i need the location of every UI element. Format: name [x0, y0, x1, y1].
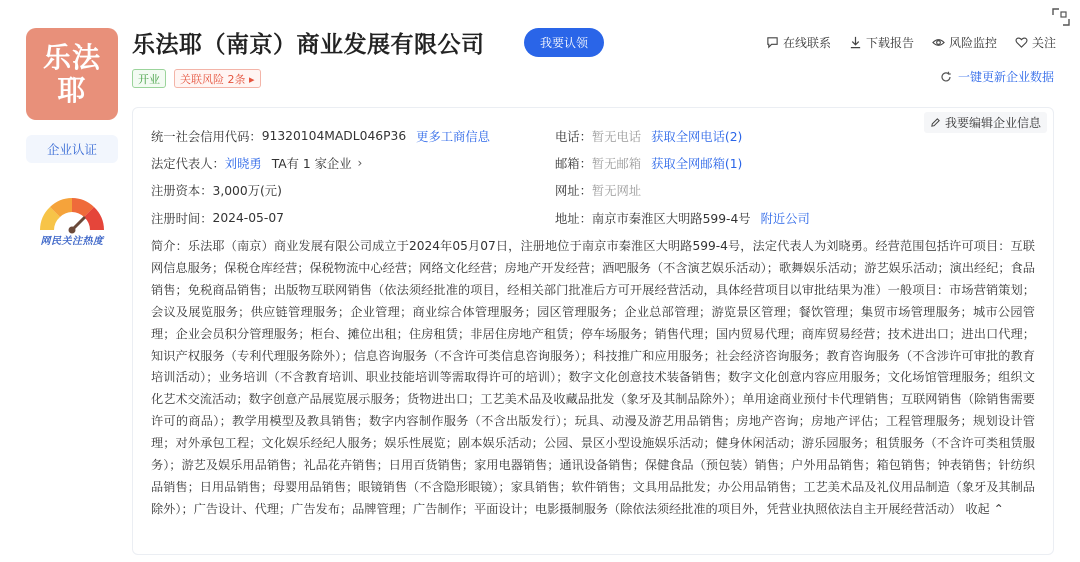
refresh-icon [940, 71, 952, 83]
online-contact-action[interactable] [766, 34, 831, 51]
chevron-right-icon: › [357, 156, 363, 170]
legal-rep-row [151, 154, 362, 172]
collapse-toggle[interactable]: 收起 ⌃ [965, 501, 1004, 516]
legal-rep-link[interactable]: 刘晓勇 [224, 157, 262, 171]
address-row [555, 209, 810, 227]
edit-info-label: 我要编辑企业信息 [944, 116, 1041, 130]
info-panel [132, 107, 1054, 555]
download-report-label: 下载报告 [865, 36, 914, 50]
company-logo [26, 28, 118, 120]
heart-icon [1015, 36, 1028, 49]
enterprise-certification-button[interactable]: 企业认证 [26, 135, 118, 163]
claim-button[interactable]: 我要认领 [524, 28, 604, 57]
capital-value: 3,000万(元) [212, 184, 282, 198]
company-intro [151, 236, 1035, 521]
capital-row [151, 181, 282, 199]
chat-icon [766, 36, 779, 49]
logo-text-line1: 乐法 [42, 41, 101, 74]
get-phone-link[interactable]: 获取全网电话(2) [651, 130, 743, 144]
credit-code-row [151, 127, 490, 145]
reg-date-label: 注册时间： [151, 212, 213, 226]
legal-rep-label: 法定代表人： [151, 157, 225, 171]
phone-value: 暂无电话 [591, 130, 642, 144]
capital-label: 注册资本： [151, 184, 213, 198]
pencil-icon [930, 117, 941, 128]
follow-label: 关注 [1031, 36, 1056, 50]
update-data-label: 一键更新企业数据 [957, 70, 1054, 84]
more-business-info-link[interactable]: 更多工商信息 [416, 130, 490, 144]
related-risk-badge[interactable]: 关联风险 2条 ▸ [174, 69, 261, 88]
get-email-link[interactable]: 获取全网邮箱(1) [651, 157, 743, 171]
risk-monitor-label: 风险监控 [948, 36, 997, 50]
heat-label: 网民关注热度 [40, 236, 104, 247]
download-icon [849, 36, 862, 49]
website-row [555, 181, 641, 199]
eye-icon [932, 36, 945, 49]
address-label: 地址： [555, 212, 592, 226]
email-value: 暂无邮箱 [591, 157, 642, 171]
intro-text: 简介：乐法耶（南京）商业发展有限公司成立于2024年05月07日，注册地位于南京市秦淮区大明路599-4号，法定代表人为刘晓勇。经营范围包括许可项目：互联网信息服务；保税仓库经营；保税物流中心经营；网络文化经营；房地产开发经营；酒吧服务（不含演艺娱乐活动）；歌舞娱乐活动；游艺娱乐活动；演出经纪；食品销售；免税商品销售；出版物互联网销售（依法须经批准的项目，经相关部门批准后方可开展经营活动，具体经营项目以审批结果为准）一般项目：市场营销策划；会议及展览服务；供应链管理服务；企业管理；商业综合体管理服务；园区管理服务；企业总部管理；游览景区管理；餐饮管理；集贸市场管理服务；城市公园管理；企业会员积分管理服务；柜台、摊位出租；住房租赁；非居住房地产租赁；停车场服务；销售代理；国内贸易代理；商库贸易经营；技术进出口；进出口代理；知识产权服务（专利代理服务除外）；信息咨询服务（不含许可类信息咨询服务）；科技推广和应用服务；社会经济咨询服务；教育咨询服务（不含涉许可审批的教育培训活动）；业务培训（不含教育培训、职业技能培训等需取得许可的培训）；数字文化创意技术装备销售；数字文化创意内容应用服务；文化场馆管理服务；组织文化艺术交流活动；数字创意产品展览展示服务；货物进出口；工艺美术品及收藏品批发（象牙及其制品除外）；单用途商业预付卡代理销售；互联网销售（除销售需要许可的商品）；教学用模型及教具销售；数字内容制作服务（不含出版发行）；玩具、动漫及游艺用品销售；房地产咨询；房地产评估；工程管理服务；规划设计管理；对外承包工程；文化娱乐经纪人服务；娱乐性展览；剧本娱乐活动；公园、景区小型设施娱乐活动；健身休闲活动；游乐园服务；租赁服务（不含许可类租赁服务）；游艺及娱乐用品销售；礼品花卉销售；日用百货销售；家用电器销售；通讯设备销售；保健食品（预包装）销售；户外用品销售；箱包销售；钟表销售；针纺织品销售；日用品销售；母婴用品销售；眼镜销售（不含隐形眼镜）；家具销售；软件销售；文具用品批发；办公用品销售；工艺美术品及礼仪用品制造（象牙及其制品除外）；广告设计、代理；广告发布；品牌管理；广告制作；平面设计；电影摄制服务（除依法须经批准的项目外，凭营业执照依法自主开展经营活动） [151, 239, 1035, 516]
edit-info-link[interactable] [924, 112, 1047, 133]
phone-label: 电话： [555, 130, 592, 144]
reg-date-row [151, 209, 284, 227]
update-data-link[interactable] [940, 68, 1054, 85]
status-badge: 开业 [132, 69, 166, 88]
website-label: 网址： [555, 184, 592, 198]
download-report-action[interactable] [849, 34, 914, 51]
credit-code-label: 统一社会信用代码： [151, 130, 262, 144]
email-label: 邮箱： [555, 157, 592, 171]
risk-monitor-action[interactable] [932, 34, 997, 51]
phone-row [555, 127, 742, 145]
legal-rep-companies[interactable]: TA有 1 家企业 [271, 157, 352, 171]
company-name: 乐法耶（南京）商业发展有限公司 [132, 32, 485, 58]
reg-date-value: 2024-05-07 [212, 211, 284, 225]
address-value: 南京市秦淮区大明路599-4号 [591, 212, 751, 226]
online-contact-label: 在线联系 [782, 36, 831, 50]
logo-text-line2: 耶 [57, 74, 87, 107]
header-actions [766, 34, 1056, 51]
credit-code-value: 91320104MADL046P36 [261, 129, 407, 143]
follow-action[interactable] [1015, 34, 1056, 51]
nearby-companies-link[interactable]: 附近公司 [760, 212, 810, 226]
email-row [555, 154, 742, 172]
corner-qr-icon[interactable] [1052, 8, 1070, 26]
website-value: 暂无网址 [591, 184, 642, 198]
